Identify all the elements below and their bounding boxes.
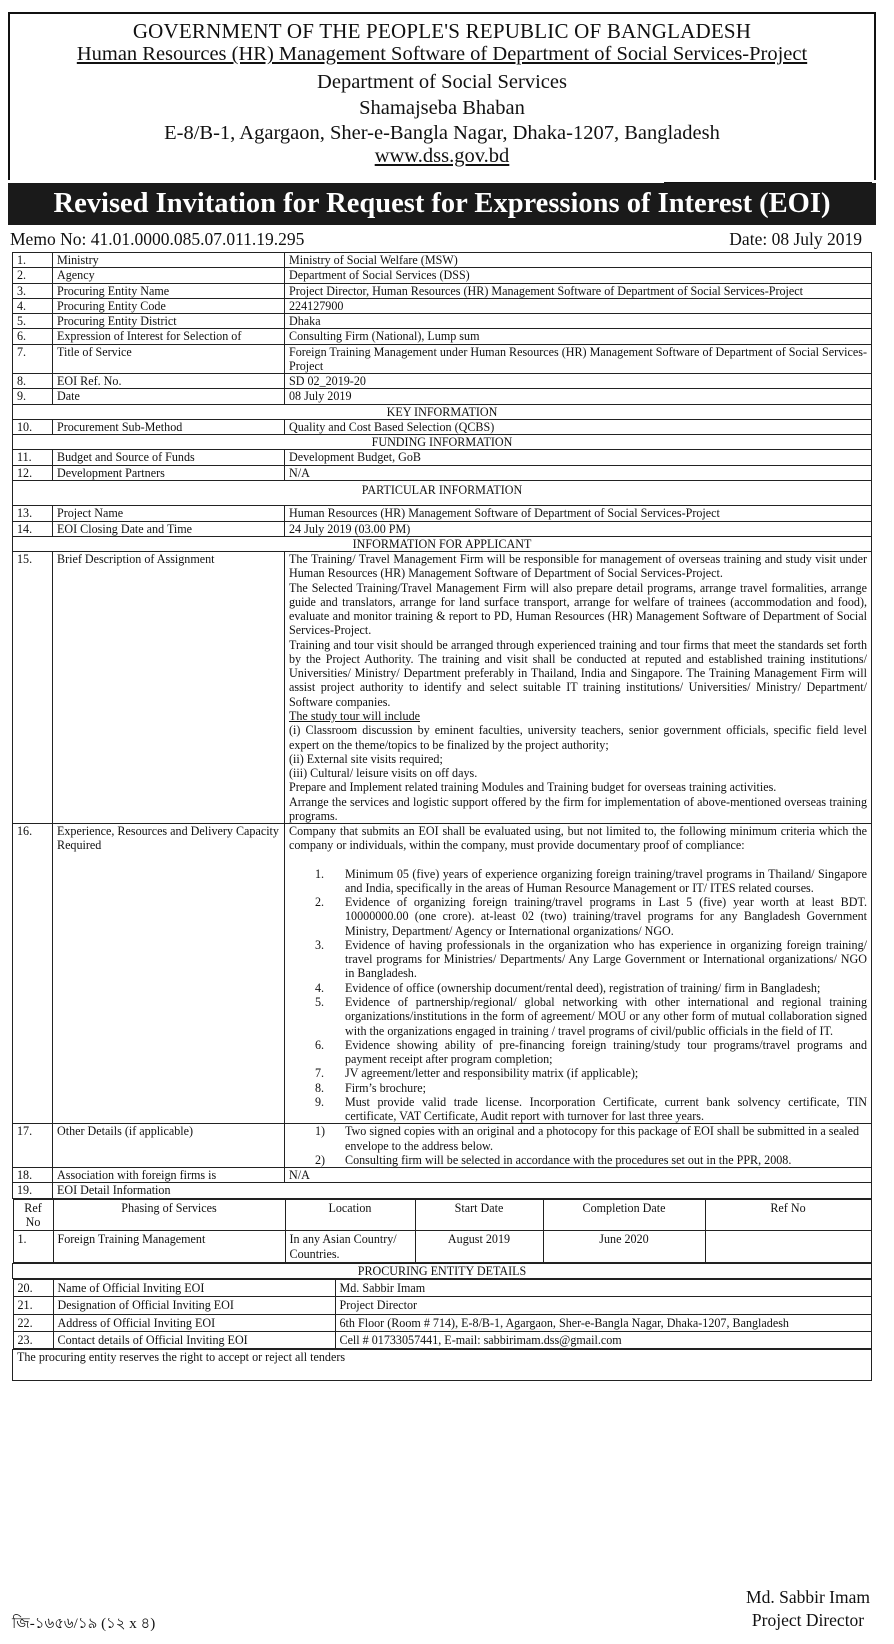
row-value: Project Director bbox=[335, 1297, 871, 1314]
officials-table bbox=[13, 1279, 872, 1349]
table-row bbox=[13, 1314, 871, 1331]
officials-row bbox=[13, 1279, 872, 1350]
criteria-list bbox=[289, 867, 867, 1124]
list-item bbox=[315, 1124, 867, 1153]
row-value: Md. Sabbir Imam bbox=[335, 1280, 871, 1297]
row-other-details bbox=[13, 1124, 872, 1168]
table-row bbox=[13, 1168, 872, 1183]
section-heading-procuring bbox=[13, 1263, 872, 1278]
item-number: 4. bbox=[315, 980, 325, 995]
row-value: Quality and Cost Based Selection (QCBS) bbox=[285, 419, 872, 434]
row-label: Expression of Interest for Selection of bbox=[53, 329, 285, 344]
row-number: 2. bbox=[13, 268, 53, 283]
criteria-intro: Company that submits an EOI shall be evaluated using, but not limited to, the following minimum criteria which the company or individuals, within the company, must provide documentary proof of compliance: bbox=[289, 824, 867, 853]
row-value: Department of Social Services (DSS) bbox=[285, 268, 872, 283]
item-text: Two signed copies with an original and a photocopy for this package of EOI shall be submitted in a sealed envelope to the address below. bbox=[345, 1124, 860, 1153]
reserve-note-row bbox=[13, 1350, 872, 1381]
signatory-name: Md. Sabbir Imam bbox=[746, 1587, 870, 1607]
table-cell bbox=[705, 1231, 871, 1263]
column-header: Completion Date bbox=[543, 1199, 705, 1231]
website-link[interactable]: www.dss.gov.bd bbox=[374, 145, 510, 168]
memo-date: Date: 08 July 2019 bbox=[729, 229, 862, 249]
table-row bbox=[13, 389, 872, 404]
list-item bbox=[315, 1037, 867, 1067]
row-label: Procuring Entity Code bbox=[53, 298, 285, 313]
row-value: 224127900 bbox=[285, 298, 872, 313]
row-label: Procurement Sub-Method bbox=[53, 419, 285, 434]
item-text: Evidence of office (ownership document/rental deed), registration of training/ firm in Bangladesh; bbox=[345, 980, 821, 995]
study-tour-item: (ii) External site visits required; bbox=[289, 751, 443, 766]
phase-table bbox=[13, 1199, 872, 1263]
row-assignment-description bbox=[13, 552, 872, 824]
row-value: Ministry of Social Welfare (MSW) bbox=[285, 253, 872, 268]
item-number: 2) bbox=[315, 1152, 326, 1167]
table-cell: August 2019 bbox=[415, 1231, 543, 1263]
item-number: 5. bbox=[315, 995, 325, 1010]
description-paragraph: Arrange the services and logistic support offered by the firm for implementation of above-mentioned overseas training programs. bbox=[289, 794, 867, 823]
row-number: 23. bbox=[13, 1331, 53, 1348]
row-value bbox=[285, 552, 872, 824]
row-value: SD 02_2019-20 bbox=[285, 374, 872, 389]
section-heading-funding bbox=[13, 435, 872, 450]
table-row bbox=[13, 419, 872, 434]
item-text: Evidence of having professionals in the organization who has experience in organizing foreign training/ travel programs for Ministries/ Departments/ Any Large Government or International organizations/ NGO in Bangladesh. bbox=[345, 937, 867, 981]
row-value: 6th Floor (Room # 714), E-8/B-1, Agargaon, Sher-e-Bangla Nagar, Dhaka-1207, Bangladesh bbox=[335, 1314, 871, 1331]
column-header: Ref No bbox=[13, 1199, 53, 1231]
item-text: Evidence showing ability of pre-financing foreign training/study tour programs/travel programs and payment receipt after program completion; bbox=[345, 1037, 867, 1067]
memo-number: Memo No: 41.01.0000.085.07.011.19.295 bbox=[10, 229, 305, 249]
study-tour-item: (i) Classroom discussion by eminent faculties, university teachers, senior government officials, specific field level expert on the theme/topics to be finalized by the project authority; bbox=[289, 723, 867, 752]
department-name: Department of Social Services bbox=[317, 70, 567, 93]
row-value bbox=[285, 824, 872, 1124]
section-heading-key bbox=[13, 404, 872, 419]
table-row bbox=[13, 344, 872, 374]
row-label: Agency bbox=[53, 268, 285, 283]
row-value: Foreign Training Management under Human Resources (HR) Management Software of Department of Social Services-Project bbox=[285, 344, 872, 374]
row-experience-criteria bbox=[13, 824, 872, 1124]
section-heading-applicant bbox=[13, 536, 872, 551]
table-row bbox=[13, 1297, 871, 1314]
row-label: Other Details (if applicable) bbox=[53, 1124, 285, 1168]
section-title: PARTICULAR INFORMATION bbox=[13, 480, 872, 505]
row-label: Ministry bbox=[53, 253, 285, 268]
row-number: 20. bbox=[13, 1280, 53, 1297]
row-value: 08 July 2019 bbox=[285, 389, 872, 404]
government-title: GOVERNMENT OF THE PEOPLE'S REPUBLIC OF BANGLADESH bbox=[132, 19, 752, 43]
item-text: Evidence of organizing foreign training/travel programs in Last 5 (five) year worth at least BDT. 10000000.00 (one crore). at-least 02 (two) training/travel programs for any Bangladesh Government Ministry, Department/ Agency or International organizations/ NGO. bbox=[345, 895, 867, 938]
row-number: 5. bbox=[13, 314, 53, 329]
item-number: 1) bbox=[315, 1124, 326, 1139]
table-row bbox=[13, 521, 872, 536]
row-number: 1. bbox=[13, 253, 53, 268]
row-number: 13. bbox=[13, 506, 53, 521]
phase-table-row bbox=[13, 1198, 872, 1263]
row-number: 8. bbox=[13, 374, 53, 389]
table-row bbox=[13, 374, 872, 389]
other-details-list bbox=[289, 1124, 867, 1167]
row-label: EOI Detail Information bbox=[53, 1183, 872, 1198]
item-text: Evidence of partnership/regional/ global networking with other international and regional training organizations/institutions in the form of agreement/ MOU or any other form of mutual collaboration signed with the organizations engaged in training / travel programs of civil/public officials in the field of IT. bbox=[345, 995, 867, 1038]
letterhead bbox=[8, 12, 876, 180]
column-header: Phasing of Services bbox=[53, 1199, 285, 1231]
table-cell: June 2020 bbox=[543, 1231, 705, 1263]
item-text: Minimum 05 (five) years of experience organizing foreign training/travel programs in Thailand/ Singapore and India, specifically in the areas of Human Resource Management or IT/ ITES related courses. bbox=[345, 866, 867, 895]
row-label: Budget and Source of Funds bbox=[53, 450, 285, 465]
row-label: Procuring Entity District bbox=[53, 314, 285, 329]
section-heading-particular bbox=[13, 480, 872, 505]
row-value: Consulting Firm (National), Lump sum bbox=[285, 329, 872, 344]
table-row bbox=[13, 1280, 871, 1297]
row-number: 3. bbox=[13, 283, 53, 298]
row-label: Project Name bbox=[53, 506, 285, 521]
table-cell: 1. bbox=[13, 1231, 53, 1263]
row-number: 12. bbox=[13, 465, 53, 480]
reserve-note: The procuring entity reserves the right to accept or reject all tenders bbox=[13, 1350, 872, 1381]
table-row bbox=[13, 506, 872, 521]
section-title: INFORMATION FOR APPLICANT bbox=[13, 536, 872, 551]
description-paragraph: The Training/ Travel Management Firm will be responsible for management of overseas training and study visit under Human Resources (HR) Management Software of Department of Social Services-Project. bbox=[289, 552, 867, 581]
list-item bbox=[315, 895, 867, 938]
signatory-title: Project Director bbox=[751, 1609, 865, 1630]
row-number: 14. bbox=[13, 521, 53, 536]
item-text: JV agreement/letter and responsibility matrix (if applicable); bbox=[345, 1066, 639, 1081]
column-header: Ref No bbox=[705, 1199, 871, 1231]
row-label: EOI Ref. No. bbox=[53, 374, 285, 389]
row-number: 4. bbox=[13, 298, 53, 313]
row-label: Designation of Official Inviting EOI bbox=[53, 1297, 335, 1314]
description-paragraph: Training and tour visit should be arranged through experienced training and tour firms that meet the standards set forth by the Project Authority. The training and visit shall be conducted at reputed and established training institutions/ Universities/ Ministry/ Department preferably in Thailand, India and Singapore. The Training Management Firm will assist project authority to identify and select suitable IT training institutions/ Universities/ Ministry/ Department/ Software companies. bbox=[289, 637, 867, 709]
row-label: EOI Closing Date and Time bbox=[53, 521, 285, 536]
row-label: Contact details of Official Inviting EOI bbox=[53, 1331, 335, 1348]
row-number: 16. bbox=[13, 824, 53, 1124]
row-value: 24 July 2019 (03.00 PM) bbox=[285, 521, 872, 536]
list-item bbox=[315, 1152, 867, 1167]
row-number: 22. bbox=[13, 1314, 53, 1331]
table-row bbox=[13, 268, 872, 283]
row-number: 7. bbox=[13, 344, 53, 374]
table-row bbox=[13, 465, 872, 480]
item-text: Firm’s brochure; bbox=[345, 1080, 426, 1095]
row-label: Name of Official Inviting EOI bbox=[53, 1280, 335, 1297]
print-code: জি-১৬৫৬/১৯ (১২ x ৪) bbox=[12, 1616, 156, 1632]
table-row bbox=[13, 298, 872, 313]
row-number: 15. bbox=[13, 552, 53, 824]
row-value: Dhaka bbox=[285, 314, 872, 329]
section-title: PROCURING ENTITY DETAILS bbox=[13, 1263, 872, 1278]
section-title: KEY INFORMATION bbox=[13, 404, 872, 419]
item-number: 7. bbox=[315, 1066, 325, 1081]
item-number: 2. bbox=[315, 895, 325, 910]
row-number: 9. bbox=[13, 389, 53, 404]
list-item bbox=[315, 937, 867, 981]
table-row bbox=[13, 253, 872, 268]
table-row bbox=[13, 450, 872, 465]
list-item bbox=[315, 866, 867, 896]
study-tour-item: (iii) Cultural/ leisure visits on off days. bbox=[289, 766, 478, 781]
notice-banner: Revised Invitation for Request for Expressions of Interest (EOI) bbox=[8, 183, 876, 225]
table-row bbox=[13, 314, 872, 329]
row-value: Human Resources (HR) Management Software of Department of Social Services-Project bbox=[285, 506, 872, 521]
table-cell: In any Asian Country/ Countries. bbox=[285, 1231, 415, 1263]
list-item bbox=[315, 1066, 867, 1081]
row-value bbox=[285, 1124, 872, 1168]
row-label: Brief Description of Assignment bbox=[53, 552, 285, 824]
row-label: Address of Official Inviting EOI bbox=[53, 1314, 335, 1331]
list-item bbox=[315, 995, 867, 1038]
row-value: Development Budget, GoB bbox=[285, 450, 872, 465]
address: E-8/B-1, Agargaon, Sher-e-Bangla Nagar, Dhaka-1207, Bangladesh bbox=[164, 121, 720, 144]
item-text: Must provide valid trade license. Incorporation Certificate, current bank solvency certificate, TIN certificate, VAT Certificate, Audit report with turnover for last three years. bbox=[345, 1094, 867, 1124]
row-label: Title of Service bbox=[53, 344, 285, 374]
signature-block bbox=[746, 1586, 870, 1632]
item-number: 8. bbox=[315, 1080, 325, 1095]
row-label: Procuring Entity Name bbox=[53, 283, 285, 298]
row-label: Date bbox=[53, 389, 285, 404]
table-row bbox=[13, 1183, 872, 1198]
row-number: 6. bbox=[13, 329, 53, 344]
row-label: Development Partners bbox=[53, 465, 285, 480]
row-value: N/A bbox=[285, 1168, 872, 1183]
section-title: FUNDING INFORMATION bbox=[13, 435, 872, 450]
item-number: 1. bbox=[315, 866, 325, 881]
item-number: 9. bbox=[315, 1094, 325, 1109]
table-cell: Foreign Training Management bbox=[53, 1231, 285, 1263]
row-value: Cell # 01733057441, E-mail: sabbirimam.dss@gmail.com bbox=[335, 1331, 871, 1348]
row-number: 21. bbox=[13, 1297, 53, 1314]
study-tour-heading: The study tour will include bbox=[289, 708, 420, 723]
description-paragraph: Prepare and Implement related training Modules and Training budget for overseas training activities. bbox=[289, 780, 777, 795]
table-row bbox=[13, 329, 872, 344]
table-row bbox=[13, 1331, 871, 1348]
row-number: 11. bbox=[13, 450, 53, 465]
description-paragraph: The Selected Training/Travel Management Firm will also prepare detail programs, arrange travel formalities, arrange guide and translators, arrange for land surface transport, arrange for welfare of trainees (accommodation and food), evaluate and monitor training & report to PD, Human Resources (HR) Management Software of Department of Social Services-Project. bbox=[289, 580, 867, 638]
row-number: 19. bbox=[13, 1183, 53, 1198]
item-text: Consulting firm will be selected in accordance with the procedures set out in the PPR, 2008. bbox=[345, 1152, 792, 1167]
row-number: 17. bbox=[13, 1124, 53, 1168]
row-number: 18. bbox=[13, 1168, 53, 1183]
phase-header-row bbox=[13, 1199, 871, 1231]
column-header: Start Date bbox=[415, 1199, 543, 1231]
table-row bbox=[13, 283, 872, 298]
list-item bbox=[315, 1080, 867, 1095]
eoi-table bbox=[12, 252, 872, 1381]
row-label: Association with foreign firms is bbox=[53, 1168, 285, 1183]
list-item bbox=[315, 1094, 867, 1124]
row-value: Project Director, Human Resources (HR) Management Software of Department of Social Services-Project bbox=[285, 283, 872, 298]
list-item bbox=[315, 980, 867, 995]
building-name: Shamajseba Bhaban bbox=[359, 97, 525, 120]
row-value: N/A bbox=[285, 465, 872, 480]
row-number: 10. bbox=[13, 419, 53, 434]
item-number: 3. bbox=[315, 937, 325, 952]
table-row bbox=[13, 1231, 871, 1263]
row-label: Experience, Resources and Delivery Capacity Required bbox=[53, 824, 285, 1124]
column-header: Location bbox=[285, 1199, 415, 1231]
project-title: Human Resources (HR) Management Software of Department of Social Services-Project bbox=[76, 43, 808, 66]
item-number: 6. bbox=[315, 1037, 325, 1052]
